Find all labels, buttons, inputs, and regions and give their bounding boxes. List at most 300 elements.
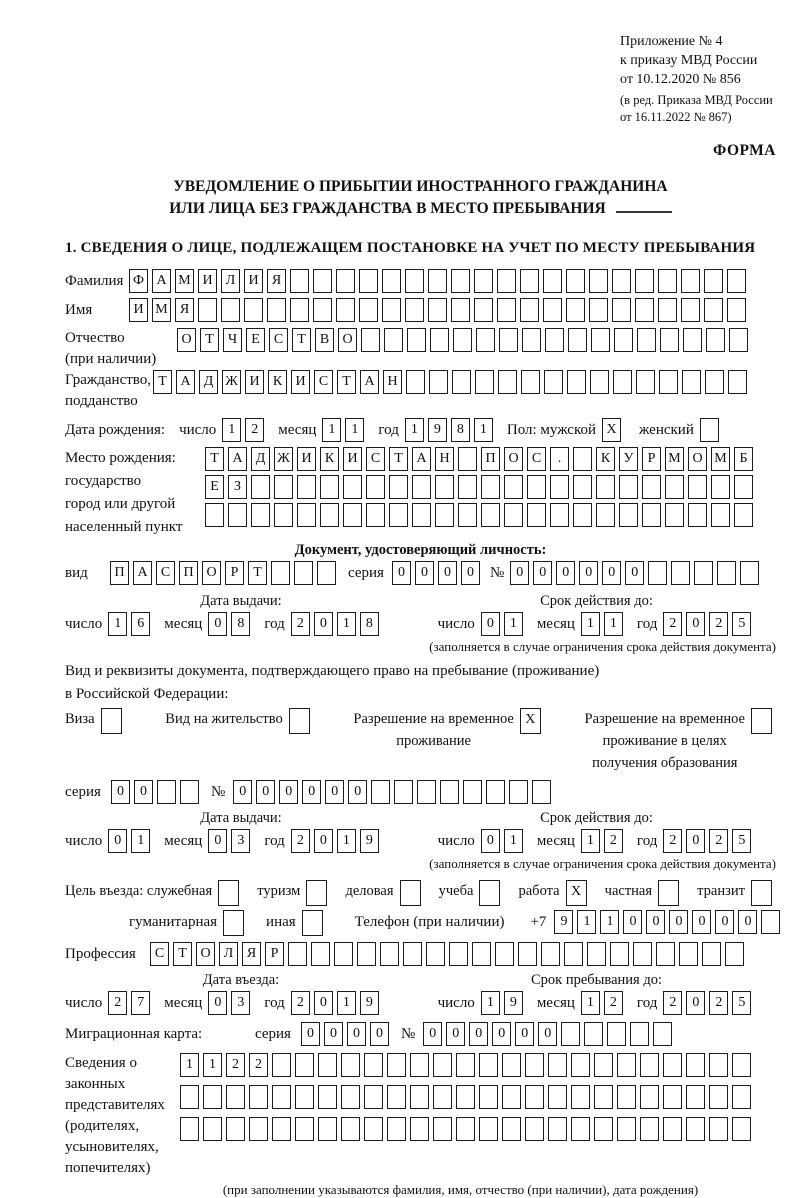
char-box[interactable] [410, 1117, 429, 1141]
char-box[interactable] [226, 1085, 245, 1109]
char-box[interactable] [364, 1053, 383, 1077]
char-box[interactable]: 1 [405, 418, 424, 442]
char-box[interactable]: И [291, 370, 310, 394]
char-box[interactable]: 0 [579, 561, 598, 585]
char-box[interactable] [525, 1117, 544, 1141]
char-box[interactable]: 0 [533, 561, 552, 585]
char-box[interactable] [727, 269, 746, 293]
char-box[interactable] [364, 1117, 383, 1141]
char-box[interactable]: О [202, 561, 221, 585]
char-box[interactable]: 2 [709, 612, 728, 636]
char-box[interactable] [619, 475, 638, 499]
char-box[interactable] [544, 370, 563, 394]
char-box[interactable]: А [152, 269, 171, 293]
char-box[interactable]: Т [248, 561, 267, 585]
char-box[interactable] [541, 942, 560, 966]
char-box[interactable] [389, 475, 408, 499]
char-box[interactable]: Д [199, 370, 218, 394]
char-box[interactable] [458, 503, 477, 527]
char-box[interactable] [474, 269, 493, 293]
char-box[interactable] [663, 1117, 682, 1141]
char-box[interactable]: Ж [222, 370, 241, 394]
char-box[interactable] [686, 1085, 705, 1109]
char-box[interactable] [596, 475, 615, 499]
char-box[interactable] [587, 942, 606, 966]
char-box[interactable]: 1 [345, 418, 364, 442]
char-box[interactable]: И [129, 298, 148, 322]
char-box[interactable] [318, 1117, 337, 1141]
char-box[interactable] [433, 1053, 452, 1077]
char-box[interactable] [548, 1117, 567, 1141]
char-box[interactable] [637, 328, 656, 352]
char-box[interactable] [486, 780, 505, 804]
char-box[interactable]: 0 [325, 780, 344, 804]
char-box[interactable]: 8 [360, 612, 379, 636]
char-box[interactable]: 2 [709, 991, 728, 1015]
char-box[interactable] [612, 298, 631, 322]
char-box[interactable]: Б [734, 447, 753, 471]
char-box[interactable] [449, 942, 468, 966]
char-box[interactable]: 0 [415, 561, 434, 585]
char-box[interactable] [387, 1085, 406, 1109]
char-box[interactable] [613, 370, 632, 394]
char-box[interactable] [479, 1053, 498, 1077]
char-box[interactable] [571, 1117, 590, 1141]
char-box[interactable] [704, 298, 723, 322]
char-box[interactable] [290, 269, 309, 293]
char-box[interactable]: 1 [577, 910, 596, 934]
char-box[interactable] [591, 328, 610, 352]
char-box[interactable] [717, 561, 736, 585]
char-box[interactable]: Т [153, 370, 172, 394]
char-box[interactable]: З [228, 475, 247, 499]
char-box[interactable] [663, 1053, 682, 1077]
char-box[interactable] [571, 1053, 590, 1077]
char-box[interactable] [481, 503, 500, 527]
char-box[interactable] [359, 298, 378, 322]
char-box[interactable] [527, 503, 546, 527]
char-box[interactable]: И [245, 370, 264, 394]
char-box[interactable]: 5 [732, 612, 751, 636]
char-box[interactable]: Н [383, 370, 402, 394]
char-box[interactable]: С [156, 561, 175, 585]
char-box[interactable] [522, 328, 541, 352]
char-box[interactable] [290, 298, 309, 322]
char-box[interactable]: Я [267, 269, 286, 293]
char-box[interactable] [614, 328, 633, 352]
char-box[interactable]: 3 [231, 991, 250, 1015]
char-box[interactable]: 2 [108, 991, 127, 1015]
char-box[interactable]: 0 [686, 612, 705, 636]
char-box[interactable]: 0 [302, 780, 321, 804]
char-box[interactable] [288, 942, 307, 966]
char-box[interactable] [642, 475, 661, 499]
char-box[interactable]: 0 [492, 1022, 511, 1046]
char-box[interactable]: К [320, 447, 339, 471]
char-box[interactable] [694, 561, 713, 585]
char-box[interactable] [433, 1085, 452, 1109]
char-box[interactable] [630, 1022, 649, 1046]
char-box[interactable] [407, 328, 426, 352]
char-box[interactable]: 1 [604, 612, 623, 636]
char-box[interactable] [751, 880, 772, 906]
char-box[interactable] [665, 503, 684, 527]
char-box[interactable]: О [177, 328, 196, 352]
char-box[interactable]: 0 [392, 561, 411, 585]
char-box[interactable] [665, 475, 684, 499]
char-box[interactable]: Е [246, 328, 265, 352]
char-box[interactable] [359, 269, 378, 293]
char-box[interactable] [740, 561, 759, 585]
char-box[interactable]: 0 [233, 780, 252, 804]
char-box[interactable]: 1 [108, 612, 127, 636]
char-box[interactable] [361, 328, 380, 352]
char-box[interactable] [341, 1085, 360, 1109]
char-box[interactable] [509, 780, 528, 804]
char-box[interactable] [732, 1117, 751, 1141]
char-box[interactable]: Н [435, 447, 454, 471]
char-box[interactable] [318, 1085, 337, 1109]
char-box[interactable] [573, 503, 592, 527]
char-box[interactable]: Ф [129, 269, 148, 293]
char-box[interactable] [428, 269, 447, 293]
char-box[interactable] [435, 503, 454, 527]
char-box[interactable] [223, 910, 244, 936]
char-box[interactable] [412, 475, 431, 499]
char-box[interactable] [734, 503, 753, 527]
char-box[interactable] [341, 1053, 360, 1077]
char-box[interactable] [734, 475, 753, 499]
char-box[interactable]: 0 [314, 612, 333, 636]
char-box[interactable] [702, 942, 721, 966]
char-box[interactable]: И [297, 447, 316, 471]
char-box[interactable] [550, 475, 569, 499]
char-box[interactable] [545, 328, 564, 352]
char-box[interactable]: 2 [249, 1053, 268, 1077]
char-box[interactable] [617, 1117, 636, 1141]
char-box[interactable] [426, 942, 445, 966]
char-box[interactable] [394, 780, 413, 804]
char-box[interactable]: 0 [538, 1022, 557, 1046]
char-box[interactable]: 8 [231, 612, 250, 636]
char-box[interactable] [640, 1117, 659, 1141]
char-box[interactable] [594, 1053, 613, 1077]
char-box[interactable] [504, 503, 523, 527]
char-box[interactable] [440, 780, 459, 804]
char-box[interactable]: 5 [732, 829, 751, 853]
char-box[interactable] [313, 269, 332, 293]
char-box[interactable] [525, 1085, 544, 1109]
char-box[interactable]: Ч [223, 328, 242, 352]
char-box[interactable] [573, 475, 592, 499]
char-box[interactable] [410, 1053, 429, 1077]
char-box[interactable] [336, 298, 355, 322]
char-box[interactable]: 0 [738, 910, 757, 934]
char-box[interactable]: 0 [208, 612, 227, 636]
char-box[interactable] [683, 328, 702, 352]
char-box[interactable] [502, 1053, 521, 1077]
char-box[interactable] [479, 1085, 498, 1109]
char-box[interactable]: 0 [686, 829, 705, 853]
char-box[interactable]: 2 [291, 829, 310, 853]
char-box[interactable] [497, 298, 516, 322]
char-box[interactable]: Л [219, 942, 238, 966]
char-box[interactable] [429, 370, 448, 394]
char-box[interactable] [548, 1053, 567, 1077]
char-box[interactable] [198, 298, 217, 322]
char-box[interactable] [295, 1053, 314, 1077]
char-box[interactable]: Т [292, 328, 311, 352]
char-box[interactable] [452, 370, 471, 394]
char-box[interactable]: 0 [314, 829, 333, 853]
char-box[interactable] [532, 780, 551, 804]
char-box[interactable] [481, 475, 500, 499]
char-box[interactable]: С [150, 942, 169, 966]
char-box[interactable]: 2 [245, 418, 264, 442]
char-box[interactable]: 1 [504, 829, 523, 853]
char-box[interactable]: 1 [600, 910, 619, 934]
char-box[interactable]: П [110, 561, 129, 585]
char-box[interactable] [711, 503, 730, 527]
char-box[interactable]: 1 [581, 612, 600, 636]
char-box[interactable] [311, 942, 330, 966]
char-box[interactable] [320, 475, 339, 499]
char-box[interactable] [341, 1117, 360, 1141]
char-box[interactable] [728, 370, 747, 394]
char-box[interactable]: А [412, 447, 431, 471]
char-box[interactable]: 0 [556, 561, 575, 585]
char-box[interactable]: О [504, 447, 523, 471]
char-box[interactable] [180, 1117, 199, 1141]
char-box[interactable] [366, 503, 385, 527]
char-box[interactable]: 0 [602, 561, 621, 585]
char-box[interactable] [633, 942, 652, 966]
char-box[interactable] [251, 503, 270, 527]
char-box[interactable]: Р [225, 561, 244, 585]
char-box[interactable] [571, 1085, 590, 1109]
char-box[interactable] [502, 1085, 521, 1109]
char-box[interactable]: 2 [604, 829, 623, 853]
char-box[interactable]: С [269, 328, 288, 352]
char-box[interactable] [589, 269, 608, 293]
char-box[interactable]: . [550, 447, 569, 471]
char-box[interactable]: 0 [646, 910, 665, 934]
char-box[interactable] [382, 298, 401, 322]
char-box[interactable] [704, 269, 723, 293]
char-box[interactable]: 2 [663, 829, 682, 853]
char-box[interactable] [417, 780, 436, 804]
char-box[interactable]: 0 [669, 910, 688, 934]
char-box[interactable]: 1 [337, 991, 356, 1015]
char-box[interactable] [371, 780, 390, 804]
char-box[interactable] [518, 942, 537, 966]
char-box[interactable] [313, 298, 332, 322]
char-box[interactable]: 0 [324, 1022, 343, 1046]
char-box[interactable] [205, 503, 224, 527]
char-box[interactable] [271, 561, 290, 585]
char-box[interactable]: У [619, 447, 638, 471]
char-box[interactable]: О [338, 328, 357, 352]
char-box[interactable] [272, 1117, 291, 1141]
char-box[interactable] [203, 1117, 222, 1141]
char-box[interactable] [564, 942, 583, 966]
char-box[interactable]: 0 [314, 991, 333, 1015]
char-box[interactable]: В [315, 328, 334, 352]
char-box[interactable] [617, 1085, 636, 1109]
char-box[interactable]: Д [251, 447, 270, 471]
char-box[interactable] [635, 269, 654, 293]
char-box[interactable] [387, 1117, 406, 1141]
char-box[interactable] [607, 1022, 626, 1046]
char-box[interactable] [635, 298, 654, 322]
char-box[interactable] [663, 1085, 682, 1109]
char-box[interactable]: Т [173, 942, 192, 966]
char-box[interactable] [498, 370, 517, 394]
char-box[interactable] [525, 1053, 544, 1077]
char-box[interactable]: 0 [446, 1022, 465, 1046]
char-box[interactable]: 9 [360, 829, 379, 853]
char-box[interactable] [711, 475, 730, 499]
char-box[interactable] [463, 780, 482, 804]
char-box[interactable] [387, 1053, 406, 1077]
char-box[interactable]: 0 [208, 829, 227, 853]
char-box[interactable]: X [602, 418, 621, 442]
char-box[interactable] [218, 880, 239, 906]
char-box[interactable] [180, 1085, 199, 1109]
char-box[interactable]: 0 [515, 1022, 534, 1046]
char-box[interactable] [343, 475, 362, 499]
char-box[interactable] [495, 942, 514, 966]
char-box[interactable]: 2 [604, 991, 623, 1015]
char-box[interactable] [479, 880, 500, 906]
char-box[interactable] [366, 475, 385, 499]
char-box[interactable]: Л [221, 269, 240, 293]
char-box[interactable] [594, 1117, 613, 1141]
char-box[interactable] [249, 1117, 268, 1141]
char-box[interactable] [403, 942, 422, 966]
char-box[interactable] [458, 447, 477, 471]
char-box[interactable] [709, 1117, 728, 1141]
char-box[interactable]: 0 [438, 561, 457, 585]
char-box[interactable]: М [152, 298, 171, 322]
char-box[interactable]: А [228, 447, 247, 471]
char-box[interactable] [706, 328, 725, 352]
char-box[interactable]: 6 [131, 612, 150, 636]
char-box[interactable] [435, 475, 454, 499]
char-box[interactable]: 0 [510, 561, 529, 585]
char-box[interactable] [295, 1085, 314, 1109]
char-box[interactable]: 0 [461, 561, 480, 585]
char-box[interactable]: 0 [625, 561, 644, 585]
char-box[interactable] [430, 328, 449, 352]
char-box[interactable] [456, 1085, 475, 1109]
char-box[interactable]: 1 [322, 418, 341, 442]
char-box[interactable]: О [688, 447, 707, 471]
char-box[interactable] [343, 503, 362, 527]
char-box[interactable] [320, 503, 339, 527]
char-box[interactable]: 0 [692, 910, 711, 934]
char-box[interactable] [594, 1085, 613, 1109]
char-box[interactable] [389, 503, 408, 527]
char-box[interactable] [686, 1053, 705, 1077]
char-box[interactable] [497, 269, 516, 293]
char-box[interactable]: К [268, 370, 287, 394]
char-box[interactable]: И [198, 269, 217, 293]
char-box[interactable] [456, 1053, 475, 1077]
char-box[interactable] [226, 1117, 245, 1141]
char-box[interactable]: Р [265, 942, 284, 966]
char-box[interactable]: 0 [111, 780, 130, 804]
char-box[interactable] [543, 269, 562, 293]
char-box[interactable]: И [343, 447, 362, 471]
char-box[interactable]: М [711, 447, 730, 471]
char-box[interactable]: С [366, 447, 385, 471]
char-box[interactable] [475, 370, 494, 394]
char-box[interactable] [640, 1053, 659, 1077]
char-box[interactable] [405, 269, 424, 293]
char-box[interactable] [567, 370, 586, 394]
char-box[interactable]: 1 [131, 829, 150, 853]
char-box[interactable] [659, 370, 678, 394]
char-box[interactable] [472, 942, 491, 966]
char-box[interactable]: 2 [291, 991, 310, 1015]
char-box[interactable] [589, 298, 608, 322]
char-box[interactable]: Т [389, 447, 408, 471]
char-box[interactable] [474, 298, 493, 322]
char-box[interactable] [658, 269, 677, 293]
char-box[interactable] [294, 561, 313, 585]
char-box[interactable] [364, 1085, 383, 1109]
char-box[interactable] [590, 370, 609, 394]
char-box[interactable]: 9 [554, 910, 573, 934]
char-box[interactable] [458, 475, 477, 499]
char-box[interactable] [751, 708, 772, 734]
char-box[interactable] [405, 298, 424, 322]
char-box[interactable] [610, 942, 629, 966]
char-box[interactable]: 0 [108, 829, 127, 853]
char-box[interactable]: 1 [504, 612, 523, 636]
char-box[interactable] [725, 942, 744, 966]
char-box[interactable]: 1 [180, 1053, 199, 1077]
char-box[interactable]: 7 [131, 991, 150, 1015]
char-box[interactable] [686, 1117, 705, 1141]
char-box[interactable] [573, 447, 592, 471]
char-box[interactable] [679, 942, 698, 966]
char-box[interactable] [727, 298, 746, 322]
char-box[interactable]: 1 [581, 829, 600, 853]
char-box[interactable]: Я [175, 298, 194, 322]
char-box[interactable] [317, 561, 336, 585]
char-box[interactable] [642, 503, 661, 527]
char-box[interactable] [688, 503, 707, 527]
char-box[interactable]: Т [337, 370, 356, 394]
char-box[interactable] [648, 561, 667, 585]
char-box[interactable]: А [176, 370, 195, 394]
char-box[interactable] [499, 328, 518, 352]
char-box[interactable] [502, 1117, 521, 1141]
char-box[interactable] [428, 298, 447, 322]
char-box[interactable] [700, 418, 719, 442]
char-box[interactable] [658, 880, 679, 906]
char-box[interactable]: 1 [337, 829, 356, 853]
char-box[interactable]: 1 [337, 612, 356, 636]
char-box[interactable]: 0 [348, 780, 367, 804]
char-box[interactable]: 2 [709, 829, 728, 853]
char-box[interactable] [228, 503, 247, 527]
char-box[interactable] [384, 328, 403, 352]
char-box[interactable] [660, 328, 679, 352]
char-box[interactable] [596, 503, 615, 527]
